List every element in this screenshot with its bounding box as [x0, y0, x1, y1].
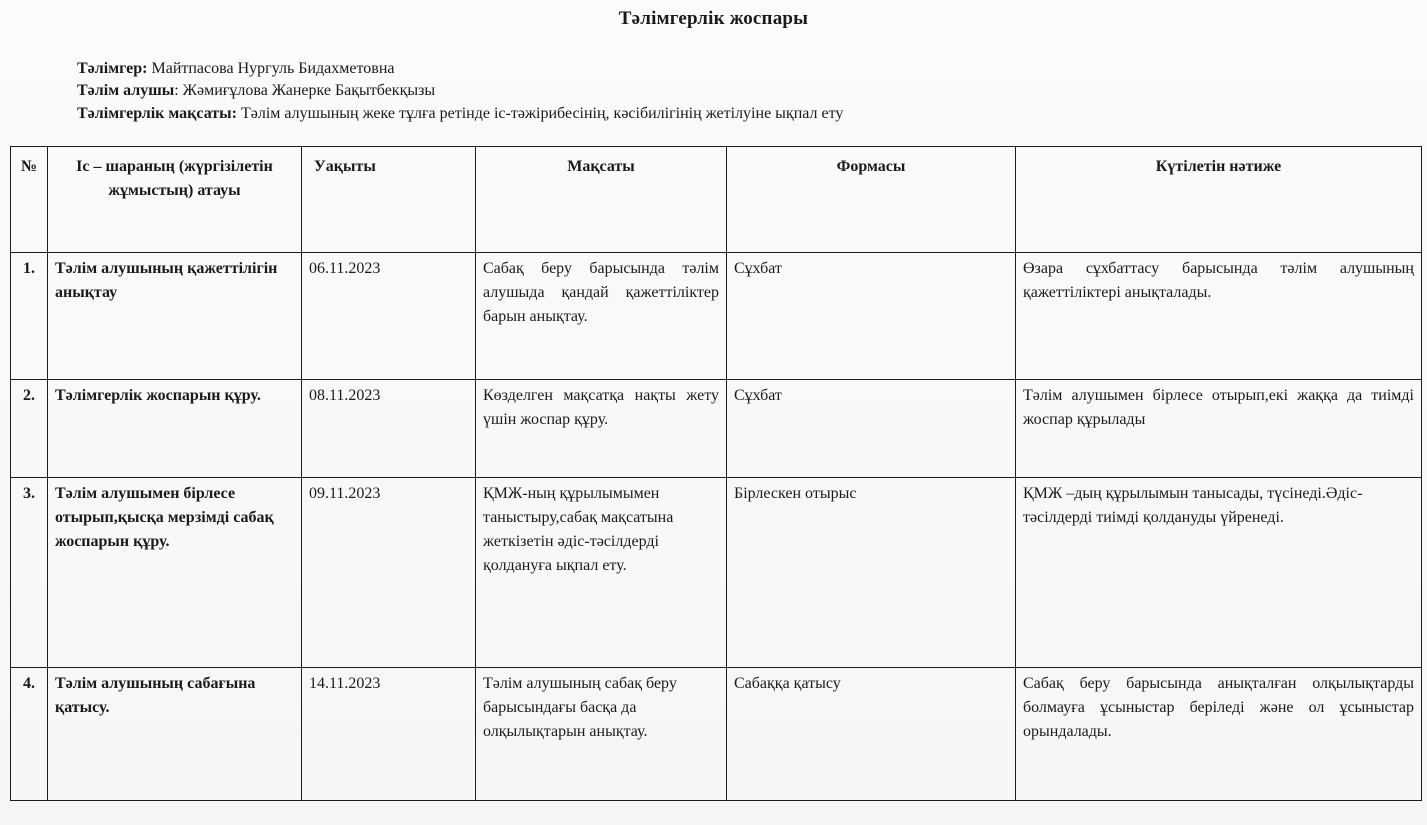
header-num: №	[11, 147, 48, 253]
mentee-label: Тәлім алушы	[77, 82, 175, 99]
cell-time: 06.11.2023	[302, 253, 476, 380]
cell-result: Өзара сұхбаттасу барысында тәлім алушының қажеттіліктері анықталады.	[1016, 253, 1422, 380]
cell-form: Сұхбат	[727, 253, 1016, 380]
mentee-line	[77, 80, 435, 101]
goal-value: Тәлім алушының жеке тұлға ретінде іс-тәжірибесінің, кәсібилігінің жетілуіне ықпал ету	[240, 105, 844, 122]
cell-form: Сабаққа қатысу	[727, 668, 1016, 801]
table-header-row	[11, 147, 1422, 253]
cell-time: 09.11.2023	[302, 478, 476, 668]
document-title: Тәлімгерлік жоспары	[618, 8, 809, 29]
cell-goal: Көзделген мақсатқа нақты жету үшін жоспар құру.	[476, 380, 727, 478]
cell-time: 08.11.2023	[302, 380, 476, 478]
cell-name: Тәлім алушының қажеттілігін анықтау	[48, 253, 302, 380]
cell-result: ҚМЖ –дың құрылымын танысады, түсінеді.Әдіс-тәсілдерді тиімді қолдануды үйренеді.	[1016, 478, 1422, 668]
cell-num: 4.	[11, 668, 48, 801]
mentor-line	[77, 58, 395, 79]
cell-goal: ҚМЖ-ның құрылымымен таныстыру,сабақ мақсатына жеткізетін әдіс-тәсілдерді қолдануға ықпал ету.	[476, 478, 727, 668]
mentoring-plan-table	[10, 146, 1422, 801]
cell-name: Тәлім алушының сабағына қатысу.	[48, 668, 302, 801]
cell-num: 2.	[11, 380, 48, 478]
cell-result: Сабақ беру барысында анықталған олқылықтарды болмауға ұсыныстар беріледі және ол ұсыныстар орындалады.	[1016, 668, 1422, 801]
cell-form: Бірлескен отырыс	[727, 478, 1016, 668]
cell-time: 14.11.2023	[302, 668, 476, 801]
table-row	[11, 668, 1422, 801]
header-time: Уақыты	[302, 147, 476, 253]
header-name: Іс – шараның (жүргізілетін жұмыстың) атауы	[48, 147, 302, 253]
mentee-separator: :	[174, 82, 179, 99]
mentor-label: Тәлімгер:	[77, 60, 148, 77]
header-form: Формасы	[727, 147, 1016, 253]
cell-result: Тәлім алушымен бірлесе отырып,екі жаққа да тиімді жоспар құрылады	[1016, 380, 1422, 478]
cell-form: Сұхбат	[727, 380, 1016, 478]
table-row	[11, 380, 1422, 478]
cell-name: Тәлім алушымен бірлесе отырып,қысқа мерзімді сабақ жоспарын құру.	[48, 478, 302, 668]
mentee-value: Жәмиғұлова Жанерке Бақытбекқызы	[182, 82, 436, 99]
header-goal: Мақсаты	[476, 147, 727, 253]
goal-line	[77, 103, 843, 124]
mentor-value: Майтпасова Нургуль Бидахметовна	[151, 60, 395, 77]
cell-goal: Тәлім алушының сабақ беру барысындағы басқа да олқылықтарын анықтау.	[476, 668, 727, 801]
table-row	[11, 253, 1422, 380]
table-row	[11, 478, 1422, 668]
goal-label: Тәлімгерлік мақсаты:	[77, 105, 237, 122]
cell-goal: Сабақ беру барысында тәлім алушыда қандай қажеттіліктер барын анықтау.	[476, 253, 727, 380]
header-result: Күтілетін нәтиже	[1016, 147, 1422, 253]
cell-num: 3.	[11, 478, 48, 668]
cell-num: 1.	[11, 253, 48, 380]
cell-name: Тәлімгерлік жоспарын құру.	[48, 380, 302, 478]
